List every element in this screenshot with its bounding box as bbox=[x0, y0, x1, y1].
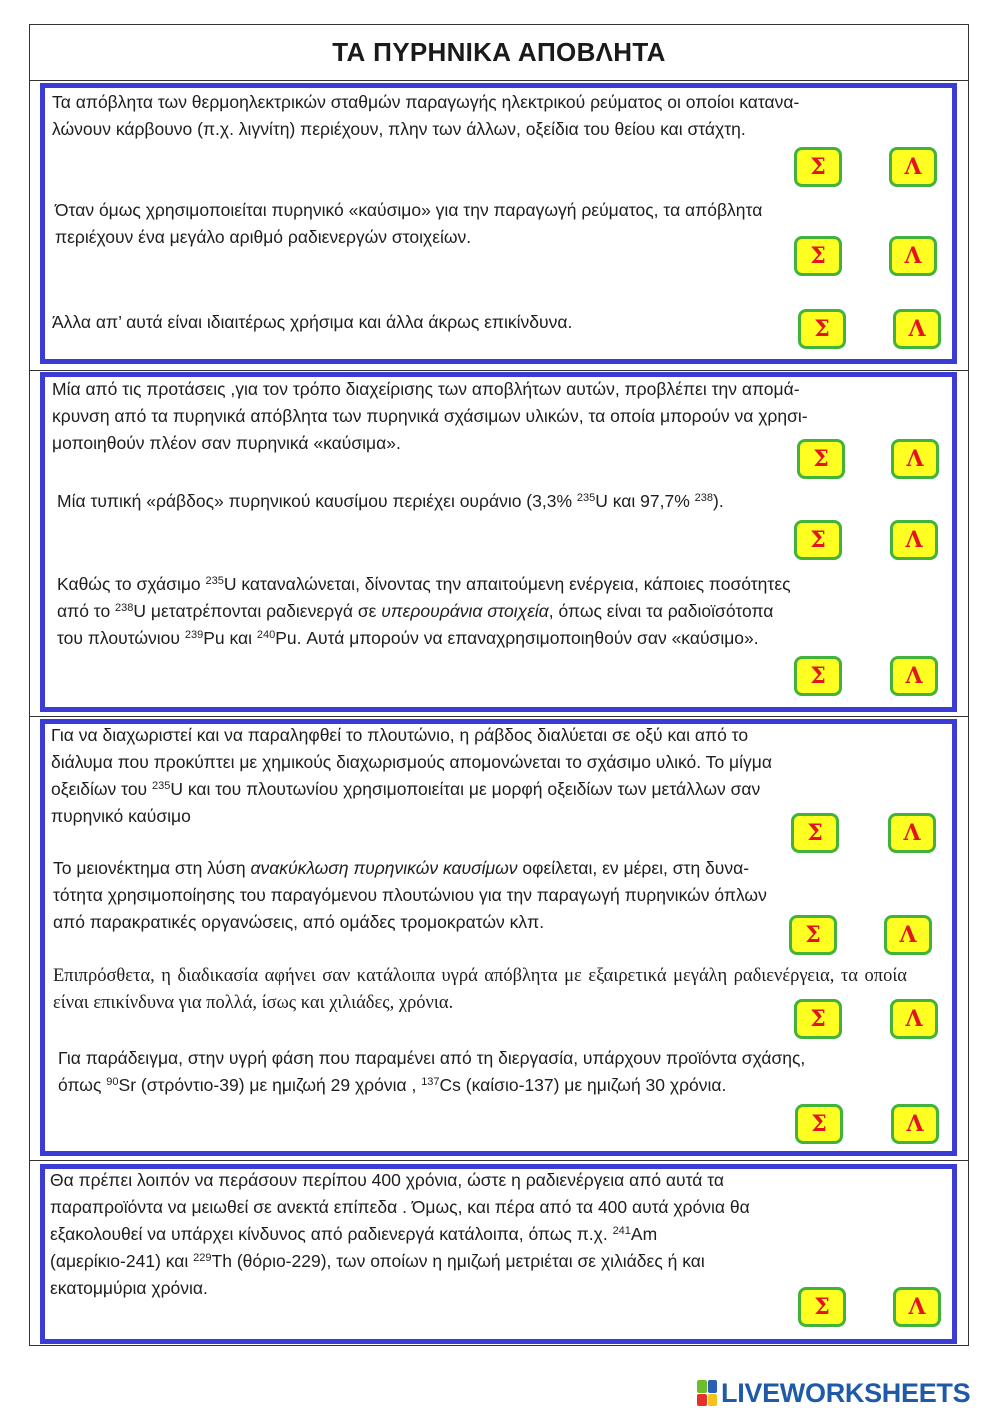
false-button[interactable]: Λ bbox=[891, 439, 939, 479]
true-button[interactable]: Σ bbox=[794, 656, 842, 696]
false-button[interactable]: Λ bbox=[888, 813, 936, 853]
statement-4: Μία από τις προτάσεις ,για τον τρόπο διαχείρισης των αποβλήτων αυτών, προβλέπει την απομά- κρυνση από τα πυρηνικά απόβλητα των πυρηνικά σχάσιμων υλικών, τα οποία μπορούν να χρησι- μοποιηθούν πλέον σαν πυρηνικά «καύσιμα». bbox=[52, 379, 808, 453]
false-button[interactable]: Λ bbox=[889, 147, 937, 187]
section-divider bbox=[29, 1160, 969, 1161]
statement-9: Επιπρόσθετα, η διαδικασία αφήνει σαν κατάλοιπα υγρά απόβλητα με εξαιρετικά μεγάλη ραδιενέργεια, τα οποία είναι επικίνδυνα για πολλά, ίσως και χιλιάδες, χρόνια. bbox=[53, 966, 907, 1013]
logo-square bbox=[697, 1394, 707, 1407]
logo-square bbox=[697, 1380, 707, 1393]
true-button[interactable]: Σ bbox=[798, 1287, 846, 1327]
statement-5: Μία τυπική «ράβδος» πυρηνικού καυσίμου περιέχει ουράνιο (3,3% $^{235}$U και 97,7% $^{238}$). bbox=[57, 491, 724, 511]
statement-8: Το μειονέκτημα στη λύση ανακύκλωση πυρηνικών καυσίμων οφείλεται, εν μέρει, στη δυνα- τότητα χρησιμοποίησης του παραγόμενου πλουτώνιου για την παραγωγή πυρηνικών όπλων από παρακρατικές οργανώσεις, από ομάδες τρομοκρατών κλπ. bbox=[53, 858, 767, 932]
false-button[interactable]: Λ bbox=[891, 1104, 939, 1144]
brand-grid-icon bbox=[697, 1380, 717, 1406]
true-button[interactable]: Σ bbox=[794, 236, 842, 276]
false-button[interactable]: Λ bbox=[890, 656, 938, 696]
statement-1: Τα απόβλητα των θερμοηλεκτρικών σταθμών παραγωγής ηλεκτρικού ρεύματος οι οποίοι κατανα- λώνουν κάρβουνο (π.χ. λιγνίτη) περιέχουν, πλην των άλλων, οξείδια του θείου και στάχτη. bbox=[52, 92, 800, 139]
page-title: ΤΑ ΠΥΡΗΝΙΚΑ ΑΠΟΒΛΗΤΑ bbox=[29, 24, 969, 81]
logo-square bbox=[708, 1394, 718, 1407]
false-button[interactable]: Λ bbox=[890, 999, 938, 1039]
statement-11: Θα πρέπει λοιπόν να περάσουν περίπου 400 χρόνια, ώστε η ραδιενέργεια από αυτά τα παραπροϊόντα να μειωθεί σε ανεκτά επίπεδα . Όμως, και πέρα από τα 400 αυτά χρόνια θα εξακολουθεί να υπάρχει κίνδυνος από ραδιενεργά κατάλοιπα, όπως π.χ. $^{241}$Am (αμερίκιο-241) και $^{229}$Th (θόριο-229), των οποίων η ημιζωή μετριέται σε χιλιάδες ή και εκατομμύρια χρόνια. bbox=[50, 1170, 750, 1298]
true-button[interactable]: Σ bbox=[798, 309, 846, 349]
true-button[interactable]: Σ bbox=[794, 520, 842, 560]
false-button[interactable]: Λ bbox=[890, 520, 938, 560]
true-button[interactable]: Σ bbox=[789, 915, 837, 955]
false-button[interactable]: Λ bbox=[889, 236, 937, 276]
liveworksheets-logo bbox=[697, 1378, 970, 1408]
section-divider bbox=[29, 716, 969, 717]
false-button[interactable]: Λ bbox=[893, 1287, 941, 1327]
true-button[interactable]: Σ bbox=[794, 999, 842, 1039]
false-button[interactable]: Λ bbox=[884, 915, 932, 955]
statement-2: Όταν όμως χρησιμοποιείται πυρηνικό «καύσιμο» για την παραγωγή ρεύματος, τα απόβλητα περιέχουν ένα μεγάλο αριθμό ραδιενεργών στοιχείων. bbox=[55, 200, 763, 247]
true-button[interactable]: Σ bbox=[794, 147, 842, 187]
statement-3: Άλλα απ’ αυτά είναι ιδιαιτέρως χρήσιμα και άλλα άκρως επικίνδυνα. bbox=[52, 312, 573, 332]
statement-6: Καθώς το σχάσιμο $^{235}$U καταναλώνεται, δίνοντας την απαιτούμενη ενέργεια, κάποιες ποσότητες από το $^{238}$U μετατρέπονται ραδιενεργά σε υπερουράνια στοιχεία, όπως είναι τα ραδιοϊσότοπα του πλουτώνιου $^{239}$Pu και $^{240}$Pu. Αυτά μπορούν να επαναχρησιμοποιηθούν σαν «καύσιμο». bbox=[57, 574, 791, 648]
section-divider bbox=[29, 370, 969, 371]
statement-10: Για παράδειγμα, στην υγρή φάση που παραμένει από τη διεργασία, υπάρχουν προϊόντα σχάσης, όπως $^{90}$Sr (στρόντιο-39) με ημιζωή 29 χρόνια , $^{137}$Cs (καίσιο-137) με ημιζωή 30 χρόνια. bbox=[58, 1048, 806, 1095]
brand-name: LIVEWORKSHEETS bbox=[721, 1377, 971, 1408]
true-button[interactable]: Σ bbox=[791, 813, 839, 853]
true-button[interactable]: Σ bbox=[795, 1104, 843, 1144]
false-button[interactable]: Λ bbox=[893, 309, 941, 349]
true-button[interactable]: Σ bbox=[797, 439, 845, 479]
logo-square bbox=[708, 1380, 718, 1393]
statement-7: Για να διαχωριστεί και να παραληφθεί το πλουτώνιο, η ράβδος διαλύεται σε οξύ και από το διάλυμα που προκύπτει με χημικούς διαχωρισμούς απομονώνεται το σχάσιμο υλικό. Το μίγμα οξειδίων του $^{235}$U και του πλουτωνίου χρησιμοποιείται με μορφή οξειδίων των μετάλλων σαν πυρηνικό καύσιμο bbox=[51, 725, 772, 826]
